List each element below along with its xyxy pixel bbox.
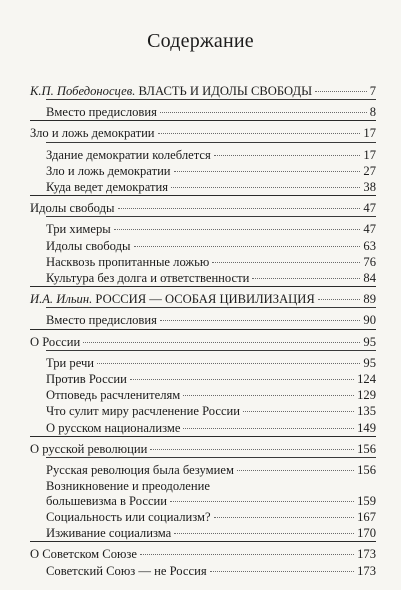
- toc-entry-label: Идолы свободы: [30, 201, 115, 216]
- leader-dots: [183, 428, 354, 429]
- toc-entry-label: Здание демократии колеблется: [46, 147, 211, 162]
- leader-dots: [183, 395, 354, 396]
- leader-dots: [252, 278, 360, 279]
- divider: [30, 436, 376, 437]
- toc-page-number: 47: [363, 201, 376, 216]
- toc-entry-part-ilyin: [30, 292, 376, 307]
- leader-dots: [130, 379, 354, 380]
- leader-dots: [170, 501, 354, 502]
- toc-entry-chapter: [30, 547, 376, 562]
- divider: [30, 541, 376, 542]
- page-title: Содержание: [147, 30, 254, 52]
- leader-dots: [212, 262, 360, 263]
- divider: [46, 142, 376, 143]
- toc-page-number: 63: [363, 238, 376, 253]
- leader-dots: [160, 320, 361, 321]
- leader-dots: [174, 171, 361, 172]
- leader-dots: [118, 208, 361, 209]
- divider: [30, 120, 376, 121]
- toc-entry-chapter: [30, 335, 376, 350]
- toc-entry-label: Вместо предисловия: [46, 105, 157, 120]
- toc-page-number: 124: [357, 372, 376, 386]
- toc-page-number: 170: [357, 526, 376, 541]
- toc-entry-label: Три речи: [46, 355, 95, 370]
- leader-dots: [114, 229, 361, 230]
- divider: [46, 457, 376, 458]
- leader-dots: [83, 342, 360, 343]
- toc-page-number: 89: [363, 292, 376, 307]
- divider: [46, 216, 376, 217]
- toc-entry-label: Куда ведет демократия: [46, 180, 169, 194]
- toc-entry-label: Зло и ложь демократии: [46, 163, 171, 178]
- toc-author: К.П. Победоносцев.: [30, 84, 136, 98]
- toc-page-number: 8: [369, 105, 376, 120]
- toc-page-number: 17: [363, 147, 376, 162]
- toc-page-number: 129: [357, 388, 376, 403]
- toc-entry: [46, 564, 376, 579]
- toc-entry-label: Социальность или социализм?: [46, 509, 211, 524]
- leader-dots: [318, 299, 361, 300]
- divider: [30, 329, 376, 330]
- leader-dots: [160, 112, 367, 113]
- toc-entry-label: Советский Союз — не Россия: [46, 563, 207, 578]
- toc-entry: [46, 356, 376, 371]
- toc-entry: [46, 388, 376, 403]
- toc-entry-label: Идолы свободы: [46, 238, 131, 253]
- leader-dots: [210, 571, 354, 572]
- toc-page-number: 135: [357, 404, 376, 419]
- toc-page-number: 90: [363, 313, 376, 328]
- toc-entry-label: Три химеры: [46, 222, 111, 237]
- divider: [30, 286, 376, 287]
- toc-entry: [46, 164, 376, 179]
- leader-dots: [140, 554, 354, 555]
- leader-dots: [214, 155, 361, 156]
- leader-dots: [150, 449, 354, 450]
- leader-dots: [315, 91, 367, 92]
- toc-entry: [46, 313, 376, 328]
- leader-dots: [134, 246, 361, 247]
- toc-page-number: 156: [357, 441, 376, 456]
- toc-entry-chapter: [30, 201, 376, 216]
- toc-entry-label: О русском национализме: [46, 420, 181, 435]
- toc-page-number: 84: [363, 271, 376, 285]
- toc-page-number: 173: [357, 563, 376, 578]
- toc-page-number: 95: [363, 334, 376, 349]
- toc-entry-label: [30, 84, 312, 99]
- toc-author: И.А. Ильин.: [30, 292, 93, 307]
- toc-entry-label: О Советском Союзе: [30, 547, 137, 562]
- divider: [46, 350, 376, 351]
- toc-entry-label-line1: Возникновение и преодоление: [46, 479, 210, 494]
- toc-entry: [46, 421, 376, 436]
- toc-entry-chapter: [30, 442, 376, 457]
- toc-page-number: 7: [369, 84, 376, 98]
- leader-dots: [214, 517, 355, 518]
- toc-entry-label: Отповедь расчленителям: [46, 388, 181, 403]
- toc-entry: [46, 148, 376, 163]
- toc-part-title: ВЛАСТЬ И ИДОЛЫ СВОБОДЫ: [138, 84, 313, 98]
- toc-entry: [46, 271, 376, 286]
- toc-entry-label: Против России: [46, 372, 127, 386]
- toc-entry: [46, 372, 376, 387]
- toc-page-number: 27: [363, 163, 376, 178]
- toc-entry-label: Культура без долга и ответственности: [46, 271, 250, 285]
- toc-entry: [46, 222, 376, 237]
- toc-part-title: РОССИЯ — ОСОБАЯ ЦИВИЛИЗАЦИЯ: [95, 292, 315, 307]
- toc-entry-label: Зло и ложь демократии: [30, 126, 155, 141]
- leader-dots: [237, 470, 354, 471]
- toc-page-number: 47: [363, 222, 376, 237]
- toc-entry: [46, 526, 376, 541]
- toc-page-number: 38: [363, 180, 376, 194]
- toc-entry-label-line2: большевизма в России: [46, 493, 168, 508]
- divider: [46, 99, 376, 100]
- toc-page-number: 167: [357, 509, 376, 524]
- toc-entry: [46, 463, 376, 478]
- toc-page-number: 95: [363, 355, 376, 370]
- toc-entry: [46, 510, 376, 525]
- toc-page-number: 149: [357, 420, 376, 435]
- toc-entry: [46, 255, 376, 270]
- toc-page-number: 159: [357, 493, 376, 508]
- toc-entry-label: Изживание социализма: [46, 526, 172, 541]
- toc-page-number: 173: [357, 547, 376, 562]
- toc-entry-label: Вместо предисловия: [46, 313, 157, 328]
- toc-entry-label: Что сулит миру расчленение России: [46, 404, 241, 419]
- toc-entry-label: Насквозь пропитанные ложью: [46, 254, 210, 269]
- toc-entry-label: Русская революция была безумием: [46, 463, 234, 477]
- toc-entry-label: [30, 292, 315, 307]
- toc-entry-label: О русской революции: [30, 441, 148, 456]
- toc-entry-chapter: [30, 126, 376, 141]
- leader-dots: [174, 533, 354, 534]
- toc-page-number: 156: [357, 463, 376, 477]
- toc-page-number: 76: [363, 254, 376, 269]
- toc-entry: [46, 105, 376, 120]
- leader-dots: [158, 133, 361, 134]
- divider: [30, 195, 376, 196]
- toc-entry-label: О России: [30, 334, 81, 349]
- toc-entry: [46, 404, 376, 419]
- toc-page-number: 17: [363, 126, 376, 141]
- leader-dots: [97, 363, 360, 364]
- toc-entry: [46, 180, 376, 195]
- toc-entry: [46, 494, 376, 509]
- toc-entry: [46, 239, 376, 254]
- divider: [46, 307, 376, 308]
- leader-dots: [243, 411, 354, 412]
- leader-dots: [171, 187, 360, 188]
- toc-entry-part-pobedonostsev: [30, 84, 376, 99]
